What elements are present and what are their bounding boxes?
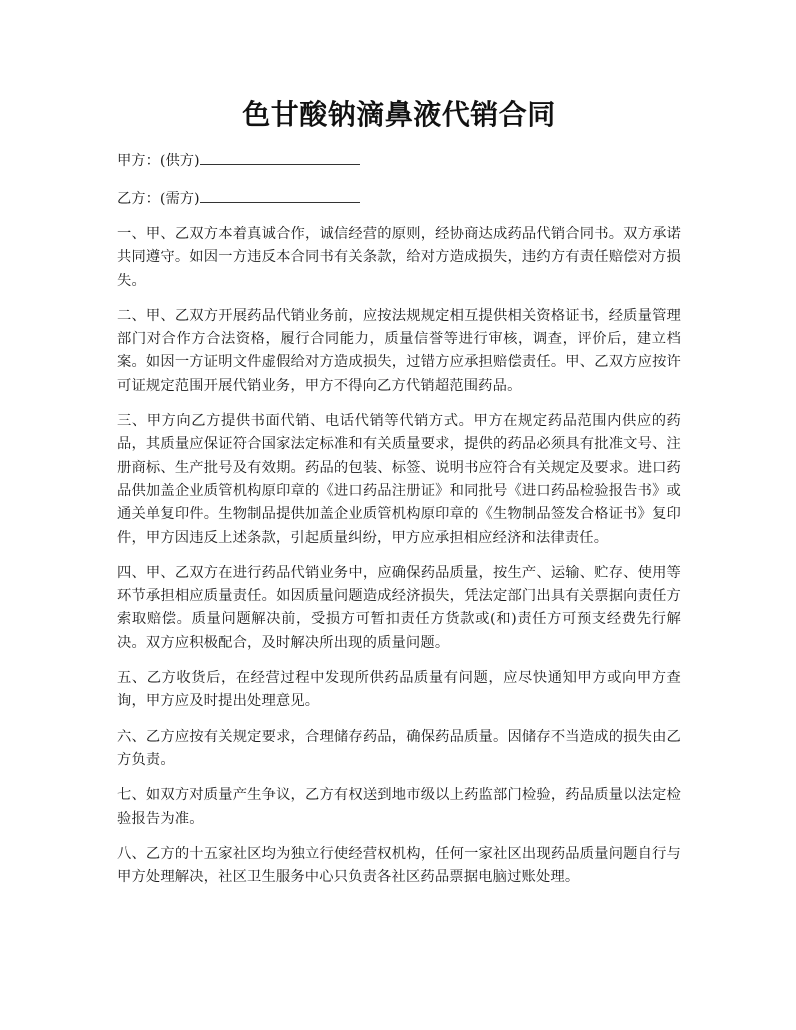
clause-list	[117, 223, 681, 889]
party-a-line	[117, 149, 681, 172]
clause-3: 三、甲方向乙方提供书面代销、电话代销等代销方式。甲方在规定药品范围内供应的药品，其质量应保证符合国家法定标准和有关质量要求，提供的药品必须具有批准文号、注册商标、生产批号及有效期。药品的包装、标签、说明书应符合有关规定及要求。进口药品供加盖企业质管机构原印章的《进口药品注册证》和同批号《进口药品检验报告书》或通关单复印件。生物制品提供加盖企业质管机构原印章的《生物制品签发合格证书》复印件，甲方因违反上述条款，引起质量纠纷，甲方应承担相应经济和法律责任。	[117, 413, 681, 546]
party-b-label: 乙方：(需方)	[117, 191, 200, 207]
party-b-blank	[200, 187, 360, 203]
clause-6: 六、乙方应按有关规定要求，合理储存药品，确保药品质量。因储存不当造成的损失由乙方负责。	[117, 728, 681, 768]
clause-2: 二、甲、乙双方开展药品代销业务前，应按法规规定相互提供相关资格证书，经质量管理部门对合作方合法资格，履行合同能力，质量信誉等进行审核，调查，评价后，建立档案。如因一方证明文件虚假给对方造成损失，过错方应承担赔偿责任。甲、乙双方应按许可证规定范围开展代销业务，甲方不得向乙方代销超范围药品。	[117, 307, 681, 394]
clause-4: 四、甲、乙双方在进行药品代销业务中，应确保药品质量，按生产、运输、贮存、使用等环节承担相应质量责任。如因质量问题造成经济损失，凭法定部门出具有关票据向责任方索取赔偿。质量问题解决前，受损方可暂扣责任方货款或(和)责任方可预支经费先行解决。双方应积极配合，及时解决所出现的质量问题。	[117, 564, 681, 651]
clause-5: 五、乙方收货后，在经营过程中发现所供药品质量有问题，应尽快通知甲方或向甲方查询，甲方应及时提出处理意见。	[117, 670, 681, 710]
clause-1: 一、甲、乙双方本着真诚合作，诚信经营的原则，经协商达成药品代销合同书。双方承诺共同遵守。如因一方违反本合同书有关条款，给对方造成损失，违约方有责任赔偿对方损失。	[117, 226, 681, 289]
clause-8: 八、乙方的十五家社区均为独立行使经营权机构，任何一家社区出现药品质量问题自行与甲方处理解决，社区卫生服务中心只负责各社区药品票据电脑过账处理。	[117, 845, 681, 886]
party-a-label: 甲方：(供方)	[117, 153, 200, 169]
party-a-blank	[200, 149, 360, 165]
clause-7: 七、如双方对质量产生争议，乙方有权送到地市级以上药监部门检验，药品质量以法定检验报告为准。	[117, 787, 681, 827]
document-title: 色甘酸钠滴鼻液代销合同	[242, 98, 556, 131]
party-b-line	[117, 187, 681, 210]
